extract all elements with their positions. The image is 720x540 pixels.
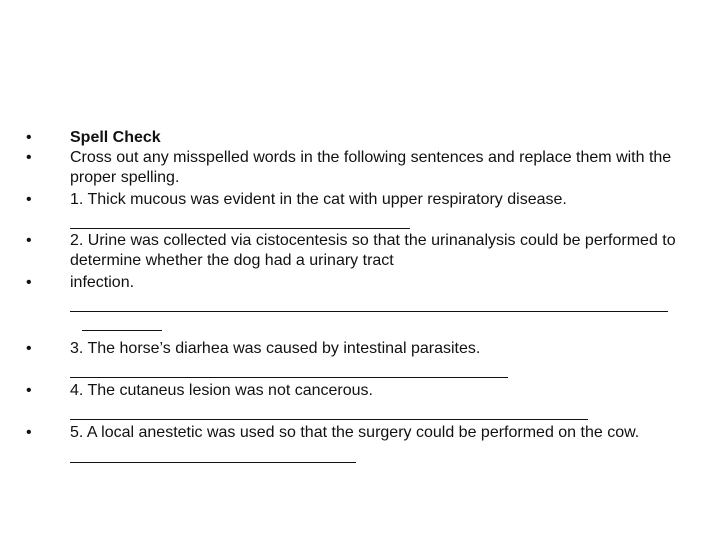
- list-item-sentence-5: [26, 423, 696, 463]
- answer-blank-1[interactable]: [70, 210, 410, 229]
- answer-blank-2[interactable]: [70, 293, 668, 312]
- sentence-1-text: 1. Thick mucous was evident in the cat with upper respiratory disease.: [70, 191, 567, 208]
- list-item-title: [26, 128, 696, 148]
- bullet-dot: •: [26, 129, 32, 146]
- sentence-5-text: 5. A local anestetic was used so that the surgery could be performed on the cow.: [70, 424, 640, 441]
- list-item-sentence-1: [26, 190, 696, 229]
- sentence-3-text: 3. The horse’s diarhea was caused by intestinal parasites.: [70, 340, 481, 357]
- bullet-dot: •: [26, 424, 32, 441]
- list-item-sentence-3: [26, 339, 696, 378]
- bullet-dot: •: [26, 340, 32, 357]
- list-item-instructions: [26, 148, 696, 188]
- list-item-sentence-2: [26, 231, 696, 271]
- bullet-list: [26, 128, 696, 463]
- answer-blank-4[interactable]: [70, 401, 588, 420]
- answer-blank-3[interactable]: [70, 359, 508, 378]
- sentence-4-text: 4. The cutaneus lesion was not cancerous.: [70, 382, 373, 399]
- list-item-sentence-4: [26, 381, 696, 420]
- bullet-dot: •: [26, 191, 32, 208]
- bullet-dot: •: [26, 382, 32, 399]
- sentence-2-continuation: infection.: [70, 274, 135, 291]
- bullet-dot: •: [26, 232, 32, 249]
- bullet-dot: •: [26, 149, 32, 166]
- bullet-dot: •: [26, 274, 32, 291]
- sentence-2-text: 2. Urine was collected via cistocentesis so that the urinanalysis could be performed to determine whether the dog had a urinary tract: [70, 232, 676, 269]
- spell-check-heading: Spell Check: [70, 129, 161, 146]
- instructions-text: Cross out any misspelled words in the following sentences and replace them with the proper spelling.: [70, 149, 672, 186]
- answer-blank-2-continued[interactable]: [82, 312, 162, 331]
- answer-blank-5[interactable]: [70, 444, 356, 463]
- list-item-sentence-2-cont: [26, 273, 696, 331]
